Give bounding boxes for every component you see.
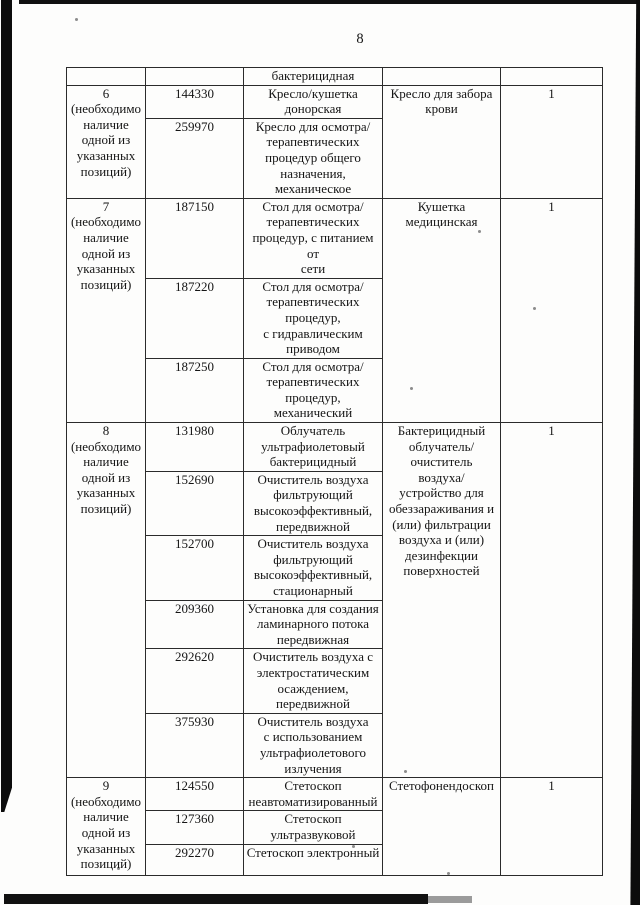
category-cell: Бактерицидный облучатель/ очиститель воздуха/ устройство для обеззараживания и (или) фильтрации воздуха и (или) дезинфекции поверхностей <box>383 423 501 778</box>
code-cell: 187150 <box>146 198 244 278</box>
position-cell: 9 (необходимо наличие одной из указанных позиций) <box>67 778 146 875</box>
name-cell: Стетоскоп неавтоматизированный <box>244 778 383 811</box>
code-cell: 187250 <box>146 358 244 422</box>
quantity-cell: 1 <box>501 198 603 422</box>
scan-edge-bottom <box>4 894 428 904</box>
name-cell: Очиститель воздуха с использованием ультрафиолетового излучения <box>244 713 383 777</box>
name-cell: Кресло для осмотра/ терапевтических процедур общего назначения, механическое <box>244 118 383 198</box>
scan-edge-bottom-fade <box>428 896 472 903</box>
code-cell: 259970 <box>146 118 244 198</box>
table-row <box>67 198 603 278</box>
position-cell: 7 (необходимо наличие одной из указанных позиций) <box>67 198 146 422</box>
position-cell: 8 (необходимо наличие одной из указанных позиций) <box>67 423 146 778</box>
code-cell: 152700 <box>146 536 244 600</box>
table-row-continuation <box>67 68 603 86</box>
code-cell: 152690 <box>146 471 244 535</box>
name-cell: Стол для осмотра/ терапевтических процедур, с гидравлическим приводом <box>244 278 383 358</box>
name-cell: Установка для создания ламинарного потока передвижная <box>244 600 383 649</box>
quantity-cell: 1 <box>501 85 603 198</box>
quantity-cell: 1 <box>501 423 603 778</box>
name-cell: бактерицидная <box>244 68 383 86</box>
code-cell <box>146 68 244 86</box>
category-cell: Стетофонендоскоп <box>383 778 501 875</box>
name-cell: Стетоскоп ультразвуковой <box>244 811 383 844</box>
position-cell <box>67 68 146 86</box>
quantity-cell: 1 <box>501 778 603 875</box>
code-cell: 209360 <box>146 600 244 649</box>
table-row <box>67 85 603 118</box>
table-row <box>67 778 603 811</box>
name-cell: Облучатель ультрафиолетовый бактерицидный <box>244 423 383 472</box>
scan-edge-right <box>630 0 640 905</box>
code-cell: 292270 <box>146 844 244 875</box>
scan-noise-dot <box>75 18 78 21</box>
code-cell: 131980 <box>146 423 244 472</box>
code-cell: 292620 <box>146 649 244 713</box>
category-cell: Кресло для забора крови <box>383 85 501 198</box>
category-cell <box>383 68 501 86</box>
name-cell: Очиститель воздуха с электростатическим осаждением, передвижной <box>244 649 383 713</box>
category-cell: Кушетка медицинская <box>383 198 501 422</box>
page-number: 8 <box>356 31 364 47</box>
name-cell: Стетоскоп электронный <box>244 844 383 875</box>
code-cell: 127360 <box>146 811 244 844</box>
scan-edge-left <box>1 0 12 812</box>
code-cell: 144330 <box>146 85 244 118</box>
name-cell: Кресло/кушетка донорская <box>244 85 383 118</box>
quantity-cell <box>501 68 603 86</box>
name-cell: Стол для осмотра/ терапевтических процедур, с питанием от сети <box>244 198 383 278</box>
name-cell: Стол для осмотра/ терапевтических процедур, механический <box>244 358 383 422</box>
code-cell: 124550 <box>146 778 244 811</box>
position-cell: 6 (необходимо наличие одной из указанных позиций) <box>67 85 146 198</box>
name-cell: Очиститель воздуха фильтрующий высокоэффективный, стационарный <box>244 536 383 600</box>
equipment-standards-table <box>66 67 603 876</box>
code-cell: 187220 <box>146 278 244 358</box>
table-row <box>67 423 603 472</box>
scan-edge-top <box>19 0 640 4</box>
code-cell: 375930 <box>146 713 244 777</box>
name-cell: Очиститель воздуха фильтрующий высокоэффективный, передвижной <box>244 471 383 535</box>
